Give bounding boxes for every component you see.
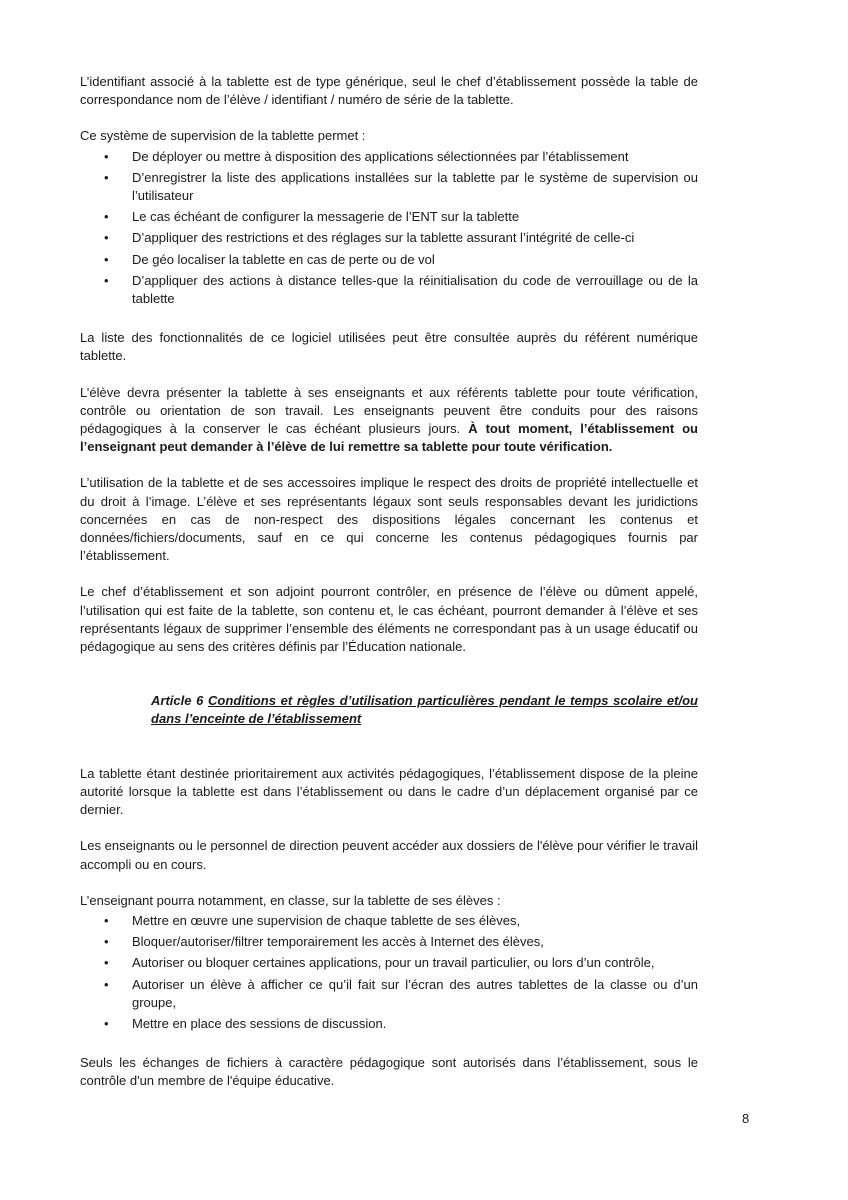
paragraph-controle: Le chef d’établissement et son adjoint pourront contrôler, en présence de l’élève ou dûment appelé, l’utilisation qui est faite de la tablette, son contenu et, le cas échéant, pourront demander à l’élève et ses représentants légaux de supprimer l’ensemble des éléments ne correspondant pas à un usage éducatif ou pédagogique au sens des critères définis par l’Éducation nationale. [80, 584, 698, 655]
bullet-icon: • [104, 976, 109, 992]
paragraph-enseignant-intro: L’enseignant pourra notamment, en classe, sur la tablette de ses élèves : [80, 892, 501, 908]
bullet-icon: • [104, 169, 109, 185]
teacher-list [80, 912, 698, 1033]
list-item: • De déployer ou mettre à disposition des applications sélectionnées par l’établissement [80, 148, 698, 166]
bullet-icon: • [104, 1015, 109, 1031]
list-item: • Bloquer/autoriser/filtrer temporairement les accès à Internet des élèves, [80, 933, 698, 951]
page-number: 8 [742, 1111, 750, 1126]
article-heading: Article 6 Conditions et règles d’utilisation particulières pendant le temps scolaire et/ou dans l’enceinte de l’établissement [151, 693, 698, 727]
article-title: Conditions et règles d’utilisation particulières pendant le temps scolaire et/ou dans l’enceinte de l’établissement [151, 693, 698, 727]
bullet-icon: • [104, 955, 109, 971]
page-content [80, 73, 698, 1091]
list-item: • De géo localiser la tablette en cas de perte ou de vol [80, 251, 698, 269]
paragraph-propriete: L’utilisation de la tablette et de ses accessoires implique le respect des droits de propriété intellectuelle et du droit à l’image. L’élève et ses représentants légaux sont seuls responsables devant les juridictions concernées en cas de non-respect des dispositions légales concernant les contenus et données/fichiers/documents, sauf en ce qui concerne les contenus pédagogiques fournis par l’établissement. [80, 475, 698, 564]
paragraph-identifiant: L’identifiant associé à la tablette est de type générique, seul le chef d’établissement possède la table de correspondance nom de l’élève / identifiant / numéro de série de la tablette. [80, 74, 698, 108]
paragraph-autorite: La tablette étant destinée prioritairement aux activités pédagogiques, l’établissement dispose de la pleine autorité lorsque la tablette est dans l’établissement ou dans le cadre d’un déplacement organisé par ce dernier. [80, 765, 698, 818]
list-item: • D’appliquer des restrictions et des réglages sur la tablette assurant l’intégrité de celle-ci [80, 229, 698, 247]
bullet-icon: • [104, 230, 109, 246]
bullet-icon: • [104, 934, 109, 950]
list-item: • D’appliquer des actions à distance telles-que la réinitialisation du code de verrouillage ou de la tablette [104, 272, 698, 307]
bullet-icon: • [104, 272, 109, 288]
emphasis-text: À tout moment, l’établissement ou l’enseignant peut demander à l’élève de lui remettre sa tablette pour toute vérification. [80, 421, 699, 455]
paragraph-dossiers: Les enseignants ou le personnel de direction peuvent accéder aux dossiers de l'élève pour vérifier le travail accompli ou en cours. [80, 838, 698, 872]
list-item: • Le cas échéant de configurer la messagerie de l’ENT sur la tablette [80, 208, 698, 226]
paragraph-supervision-intro: Ce système de supervision de la tablette permet : [80, 128, 366, 144]
list-item: • D’enregistrer la liste des applications installées sur la tablette par le système de supervision ou l’utilisateur [104, 169, 698, 204]
supervision-list [80, 148, 698, 309]
bullet-icon: • [104, 148, 109, 164]
list-item: • Mettre en œuvre une supervision de chaque tablette de ses élèves, [80, 912, 698, 930]
bullet-icon: • [104, 209, 109, 225]
bullet-icon: • [104, 912, 109, 928]
paragraph-verification: L’élève devra présenter la tablette à ses enseignants et aux référents tablette pour toute vérification, contrôle ou orientation de son travail. Les enseignants peuvent être conduits pour des raisons pédagogiques à la conserver le cas échéant plusieurs jours. À tout moment, l’établissement ou l’enseignant peut demander à l’élève de lui remettre sa tablette pour toute vérification. [80, 384, 699, 455]
list-item: • Autoriser un élève à afficher ce qu’il fait sur l’écran des autres tablettes de la classe ou d’un groupe, [104, 976, 698, 1010]
list-item: • Autoriser ou bloquer certaines applications, pour un travail particulier, ou lors d’un contrôle, [80, 954, 698, 972]
paragraph-fonctionnalites: La liste des fonctionnalités de ce logiciel utilisées peut être consultée auprès du référent numérique tablette. [80, 330, 698, 364]
bullet-icon: • [104, 251, 109, 267]
paragraph-echanges: Seuls les échanges de fichiers à caractère pédagogique sont autorisés dans l’établissement, sous le contrôle d'un membre de l'équipe éducative. [80, 1055, 698, 1089]
list-item: • Mettre en place des sessions de discussion. [80, 1015, 698, 1033]
